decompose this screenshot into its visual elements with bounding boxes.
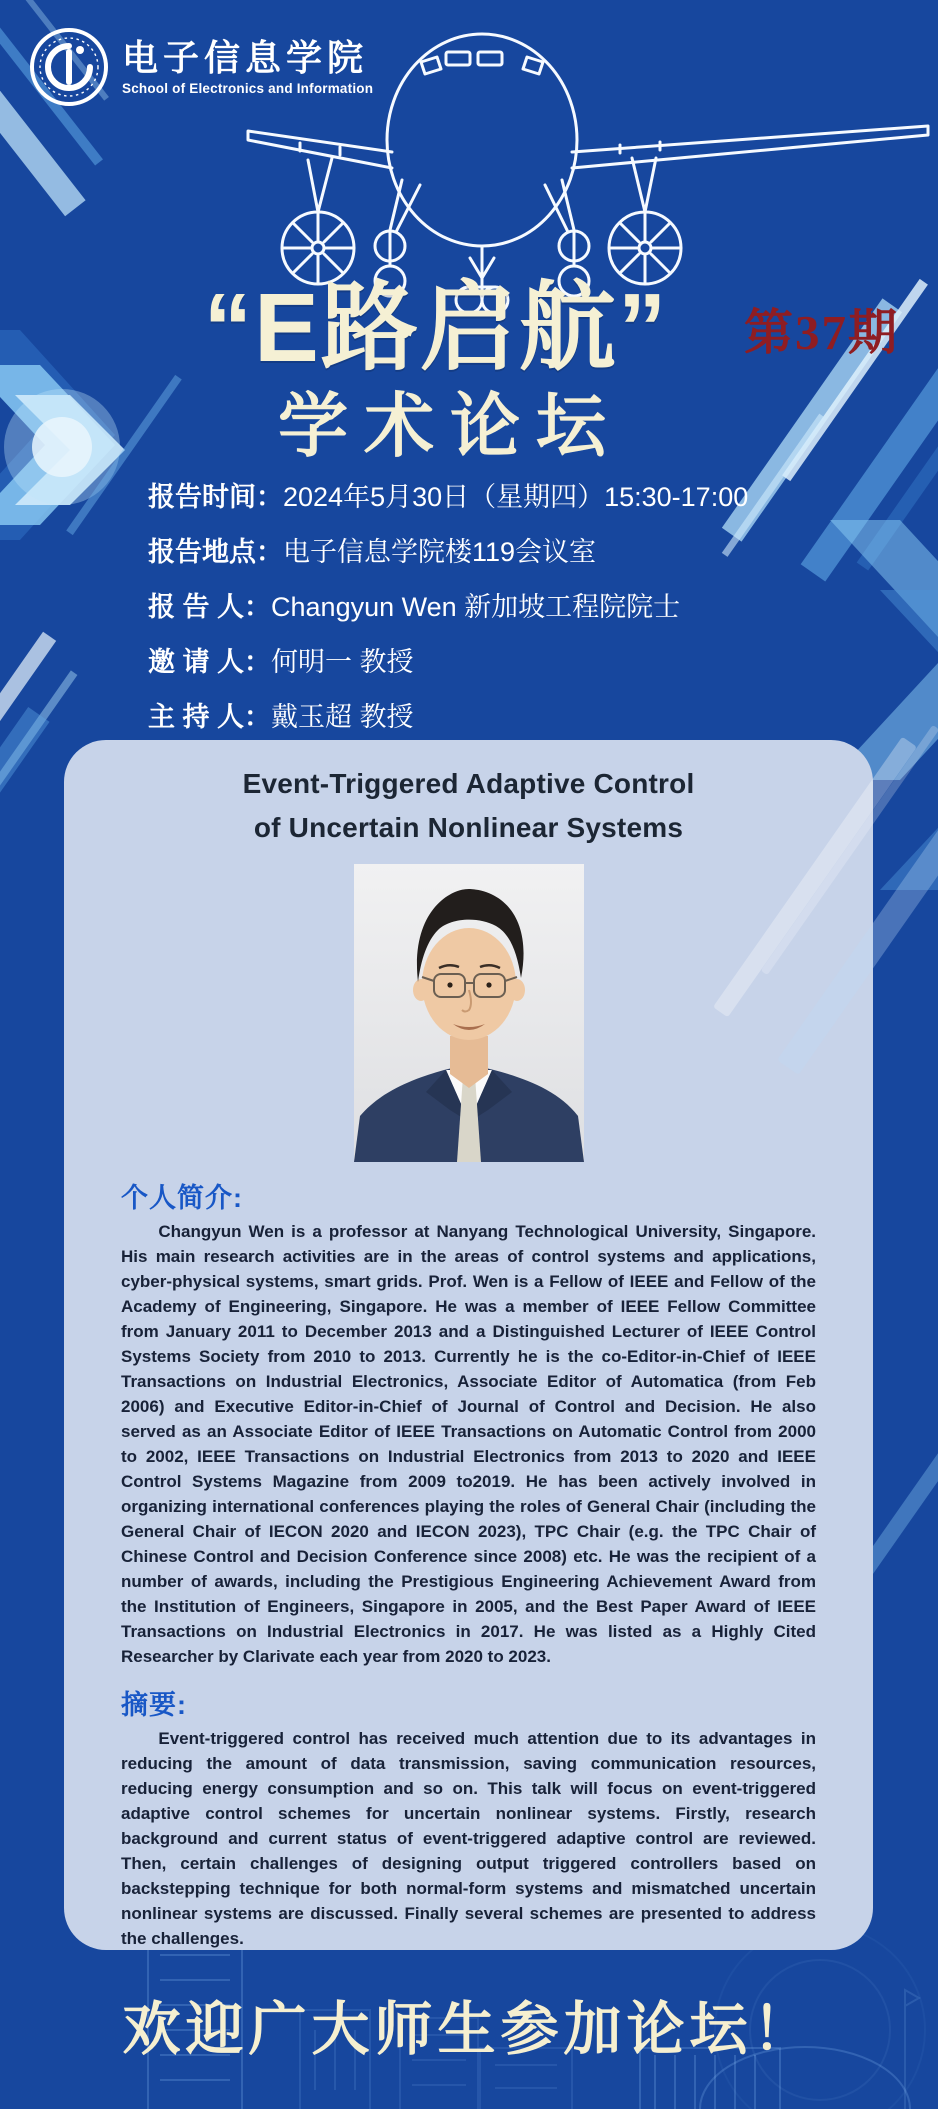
info-row-venue: [148, 525, 748, 580]
bio-heading: 个人简介:: [121, 1183, 243, 1213]
info-value: 何明一 教授: [271, 647, 414, 677]
forum-issue-number: 第37期: [744, 305, 900, 360]
talk-title-line2: of Uncertain Nonlinear Systems: [253, 812, 684, 843]
info-label: 报告地点：: [148, 537, 283, 567]
info-value: 电子信息学院楼119会议室: [283, 537, 597, 567]
talk-title: [121, 762, 816, 850]
event-info-list: [148, 470, 748, 745]
info-label: 报告时间：: [148, 482, 283, 512]
forum-series-title: “E路启航”: [203, 273, 669, 382]
abstract-heading: 摘要:: [121, 1690, 187, 1720]
abstract-paragraph: Event-triggered control has received much attention due to its advantages in reducing the amount of data transmission, saving communication resources, reducing energy consumption and so on. This talk will focus on event-triggered adaptive control schemes for uncertain nonlinear systems. Firstly, research background and current status of event-triggered adaptive control are reviewed. Then, certain challenges of designing output triggered controllers based on backstepping technique for both normal-form systems and mismatched uncertain nonlinear systems are discussed. Finally several schemes are presented to address the challenges.: [121, 1729, 816, 1948]
info-row-inviter: [148, 635, 748, 690]
info-value: Changyun Wen 新加坡工程院院士: [271, 592, 681, 622]
info-label: 报 告 人：: [148, 592, 272, 622]
info-value: 戴玉超 教授: [271, 702, 414, 732]
school-name-en: School of Electronics and Information: [122, 81, 374, 96]
forum-subtitle: 学术论坛: [278, 387, 622, 465]
talk-title-line1: Event-Triggered Adaptive Control: [242, 768, 695, 799]
info-row-time: [148, 470, 748, 525]
info-label: 邀 请 人：: [148, 647, 272, 677]
info-row-speaker: [148, 580, 748, 635]
school-name-cn: 电子信息学院: [122, 37, 369, 78]
info-value: 2024年5月30日（星期四）15:30-17:00: [283, 482, 749, 512]
info-row-host: [148, 690, 748, 745]
welcome-message: 欢迎广大师生参加论坛！: [122, 1997, 816, 2062]
school-emblem-icon: [28, 26, 110, 108]
school-names: [122, 38, 373, 96]
info-label: 主 持 人：: [148, 702, 272, 732]
detail-card: [64, 740, 873, 1950]
speaker-photo: [354, 864, 584, 1162]
bio-paragraph: Changyun Wen is a professor at Nanyang Technological University, Singapore. His main research activities are in the areas of control systems and applications, cyber-physical systems, smart grids. Prof. Wen is a Fellow of IEEE and Fellow of the Academy of Engineering, Singapore. He was a member of IEEE Fellow Committee from January 2011 to December 2013 and a Distinguished Lecturer of IEEE Control Systems Society from 2010 to 2013. Currently he is the co-Editor-in-Chief of IEEE Transactions on Industrial Electronics, Associate Editor of Automatica (from Feb 2006) and Executive Editor-in-Chief of Journal of Control and Decision. He also served as an Associate Editor of IEEE Transactions on Automatic Control from 2000 to 2002, IEEE Transactions on Industrial Electronics from 2013 to 2020 and IEEE Control Systems Magazine from 2009 to2019. He has been actively involved in organizing international conferences playing the roles of General Chair (including the General Chair of IECON 2020 and IECON 2023), TPC Chair (e.g. the TPC Chair of Chinese Control and Decision Conference since 2008) etc. He was the recipient of a number of awards, including the Prestigious Engineering Achievement Award from the Institution of Engineers, Singapore in 2005, and the Best Paper Award of IEEE Transactions on Industrial Electronics in 2017. He was listed as a Highly Cited Researcher by Clarivate each year from 2020 to 2023.: [121, 1222, 816, 1666]
school-logo-block: [28, 26, 373, 108]
